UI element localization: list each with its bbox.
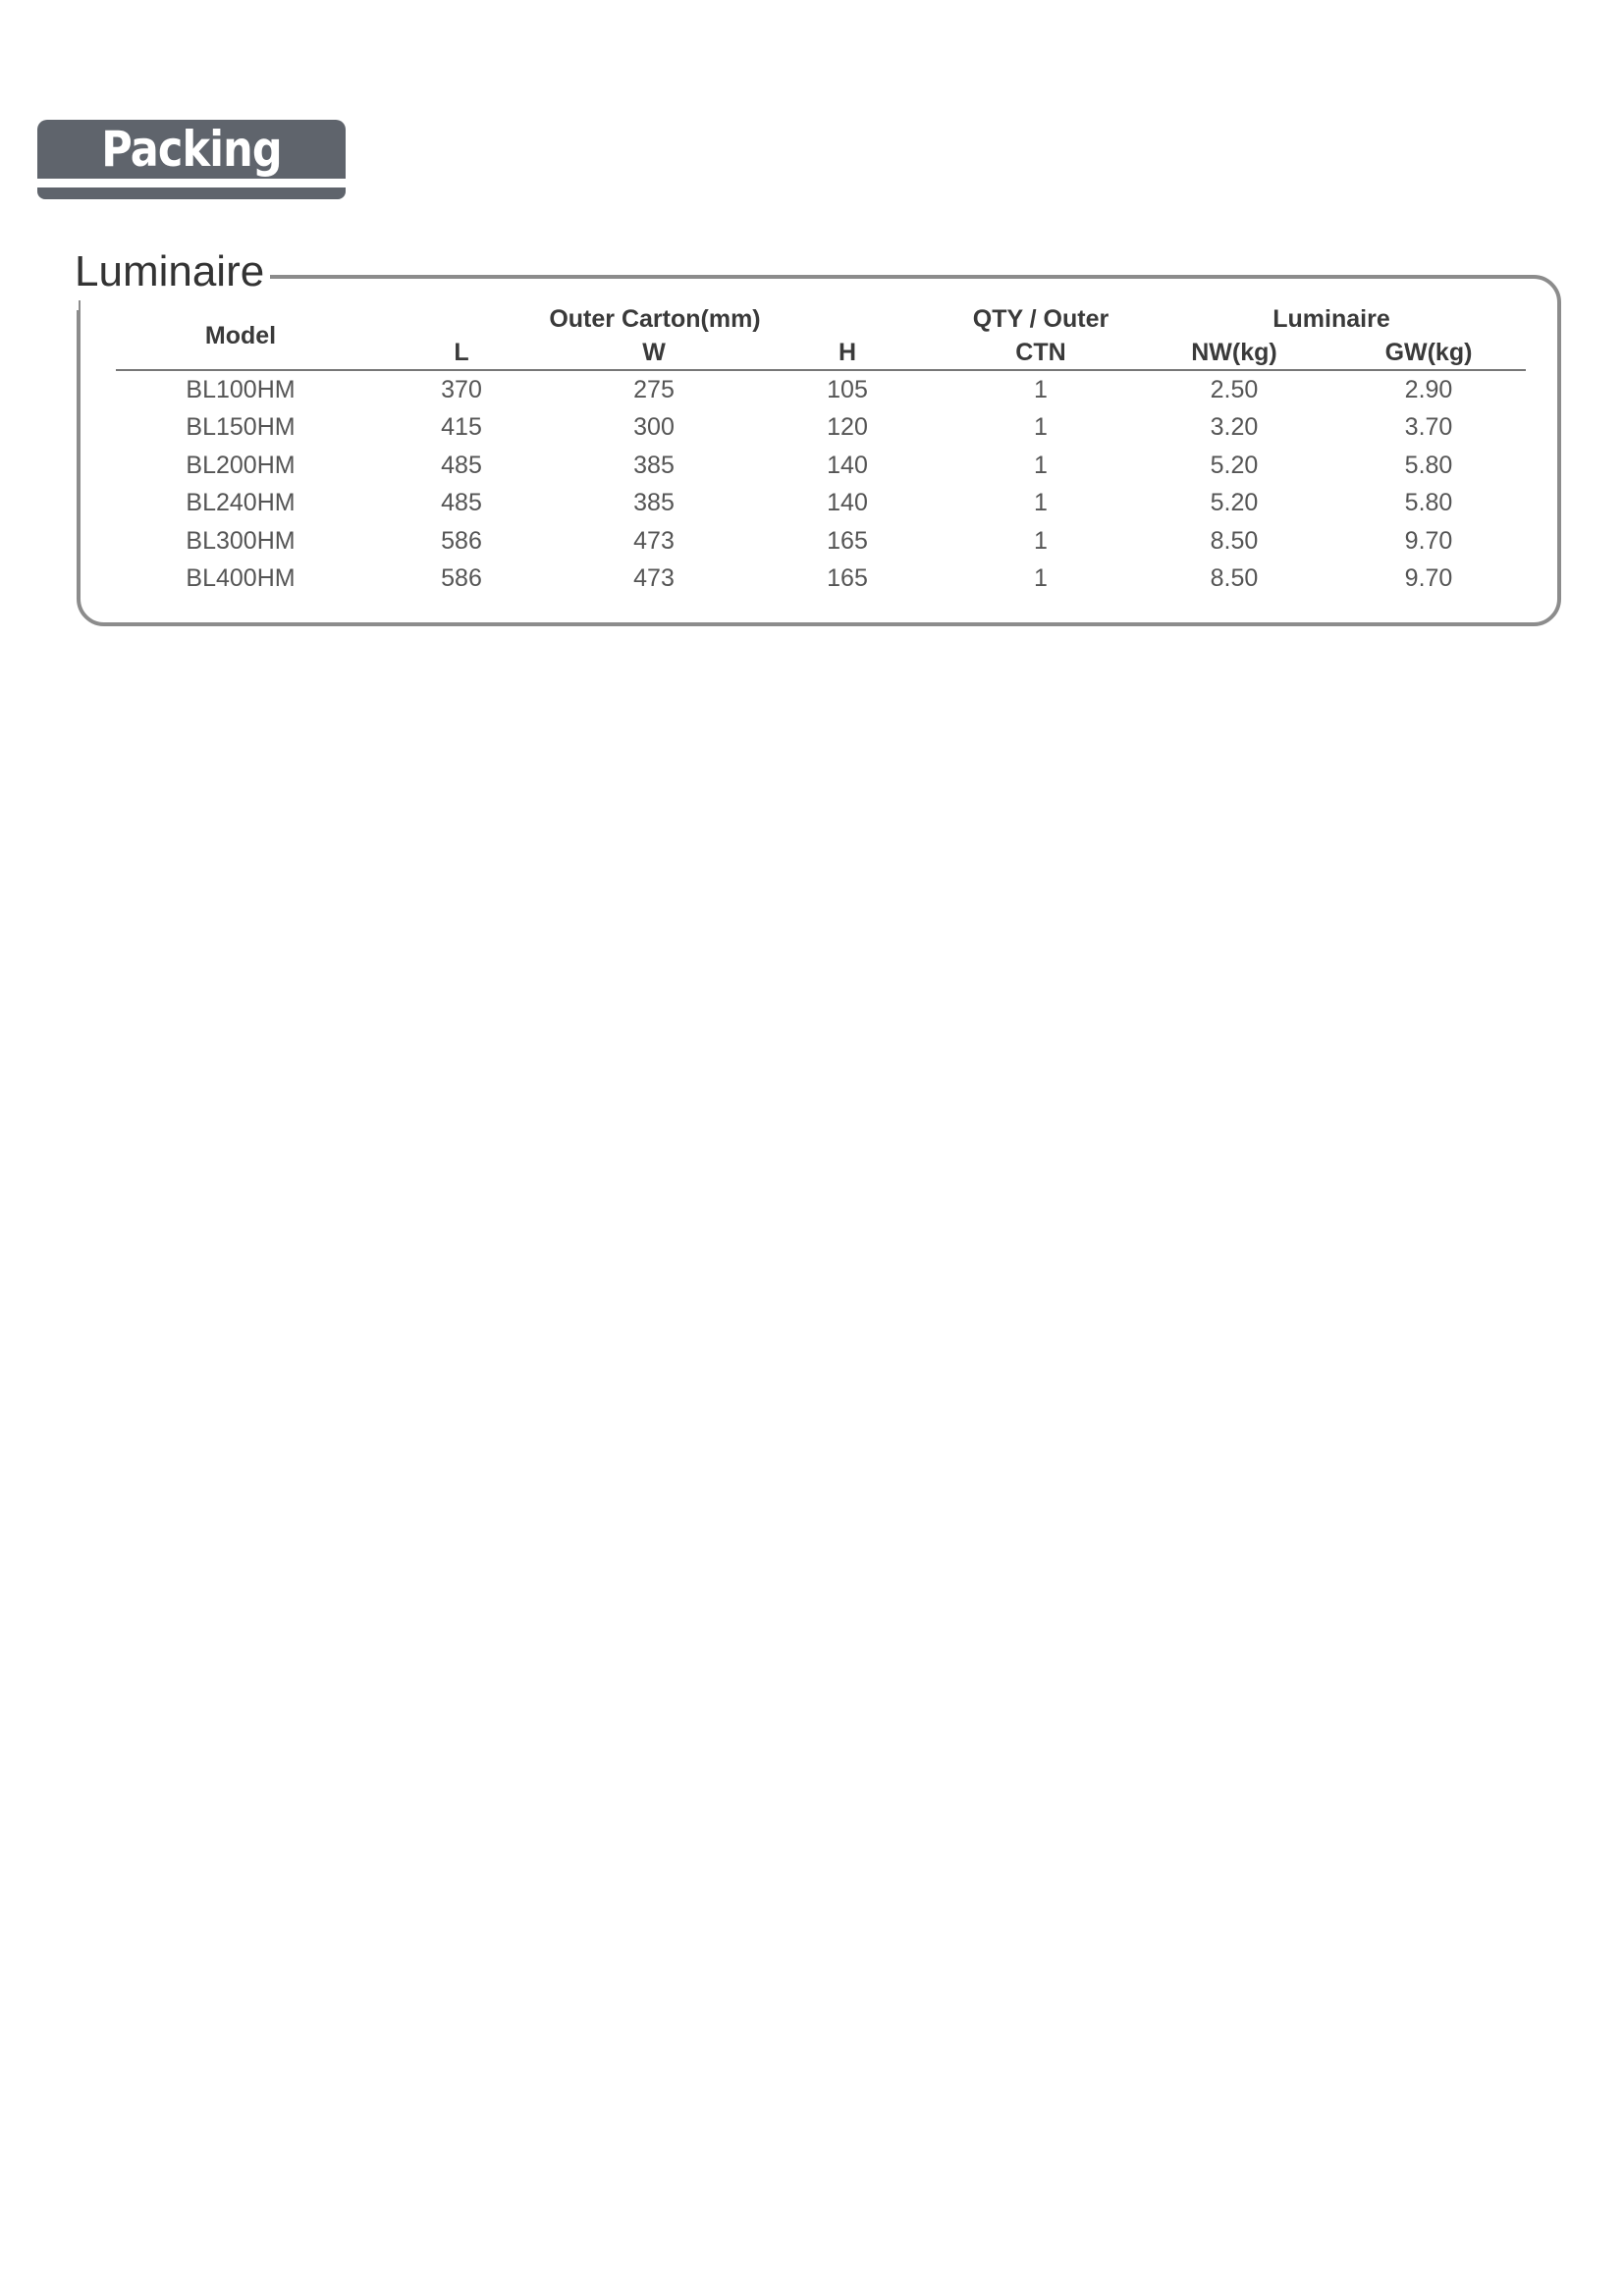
header-l: L [365,336,558,370]
cell-gw: 3.70 [1404,413,1453,442]
cell-w: 385 [633,451,675,479]
cell-model: BL100HM [186,375,296,403]
table-row [116,561,1526,599]
cell-qty: 1 [1034,564,1048,593]
cell-gw: 5.80 [1404,451,1453,479]
cell-qty: 1 [1034,489,1048,517]
cell-nw: 5.20 [1210,451,1259,479]
cell-gw: 2.90 [1404,375,1453,403]
header-model: Model [116,302,365,370]
page-title: Packing [101,121,282,178]
header-gw: GW(kg) [1331,336,1526,370]
header-nw: NW(kg) [1137,336,1331,370]
header-luminaire: Luminaire [1272,304,1390,333]
cell-nw: 5.20 [1210,489,1259,517]
cell-nw: 3.20 [1210,413,1259,442]
cell-nw: 8.50 [1210,564,1259,593]
cell-gw: 9.70 [1404,526,1453,555]
cell-h: 140 [827,451,868,479]
cell-w: 473 [633,526,675,555]
table-row [116,485,1526,523]
cell-l: 485 [441,451,482,479]
cell-l: 370 [441,375,482,403]
cell-model: BL150HM [186,413,296,442]
header-qty-outer: QTY / Outer [972,304,1110,333]
cell-l: 485 [441,489,482,517]
cell-w: 275 [633,375,675,403]
table-row [116,447,1526,485]
header-ctn: CTN [945,336,1137,370]
cell-w: 300 [633,413,675,442]
cell-h: 120 [827,413,868,442]
cell-nw: 8.50 [1210,526,1259,555]
cell-l: 415 [441,413,482,442]
cell-h: 140 [827,489,868,517]
cell-h: 165 [827,526,868,555]
cell-l: 586 [441,564,482,593]
packing-table [116,302,1526,598]
header-h: H [750,336,945,370]
table-group-header-row [116,302,1526,336]
cell-h: 165 [827,564,868,593]
cell-gw: 9.70 [1404,564,1453,593]
cell-gw: 5.80 [1404,489,1453,517]
cell-model: BL240HM [186,489,296,517]
cell-qty: 1 [1034,526,1048,555]
cell-qty: 1 [1034,451,1048,479]
section-title: Luminaire [75,243,270,300]
table-row [116,522,1526,561]
table-row [116,409,1526,448]
cell-model: BL400HM [186,564,296,593]
cell-l: 586 [441,526,482,555]
heading-underline-stripe [37,187,346,199]
cell-qty: 1 [1034,413,1048,442]
packing-table-wrapper [116,302,1526,598]
header-outer-carton: Outer Carton(mm) [549,304,761,333]
cell-w: 473 [633,564,675,593]
cell-qty: 1 [1034,375,1048,403]
header-w: W [558,336,750,370]
table-row [116,370,1526,409]
cell-w: 385 [633,489,675,517]
cell-h: 105 [827,375,868,403]
cell-nw: 2.50 [1210,375,1259,403]
cell-model: BL300HM [186,526,296,555]
packing-heading-badge [37,120,346,199]
cell-model: BL200HM [186,451,296,479]
